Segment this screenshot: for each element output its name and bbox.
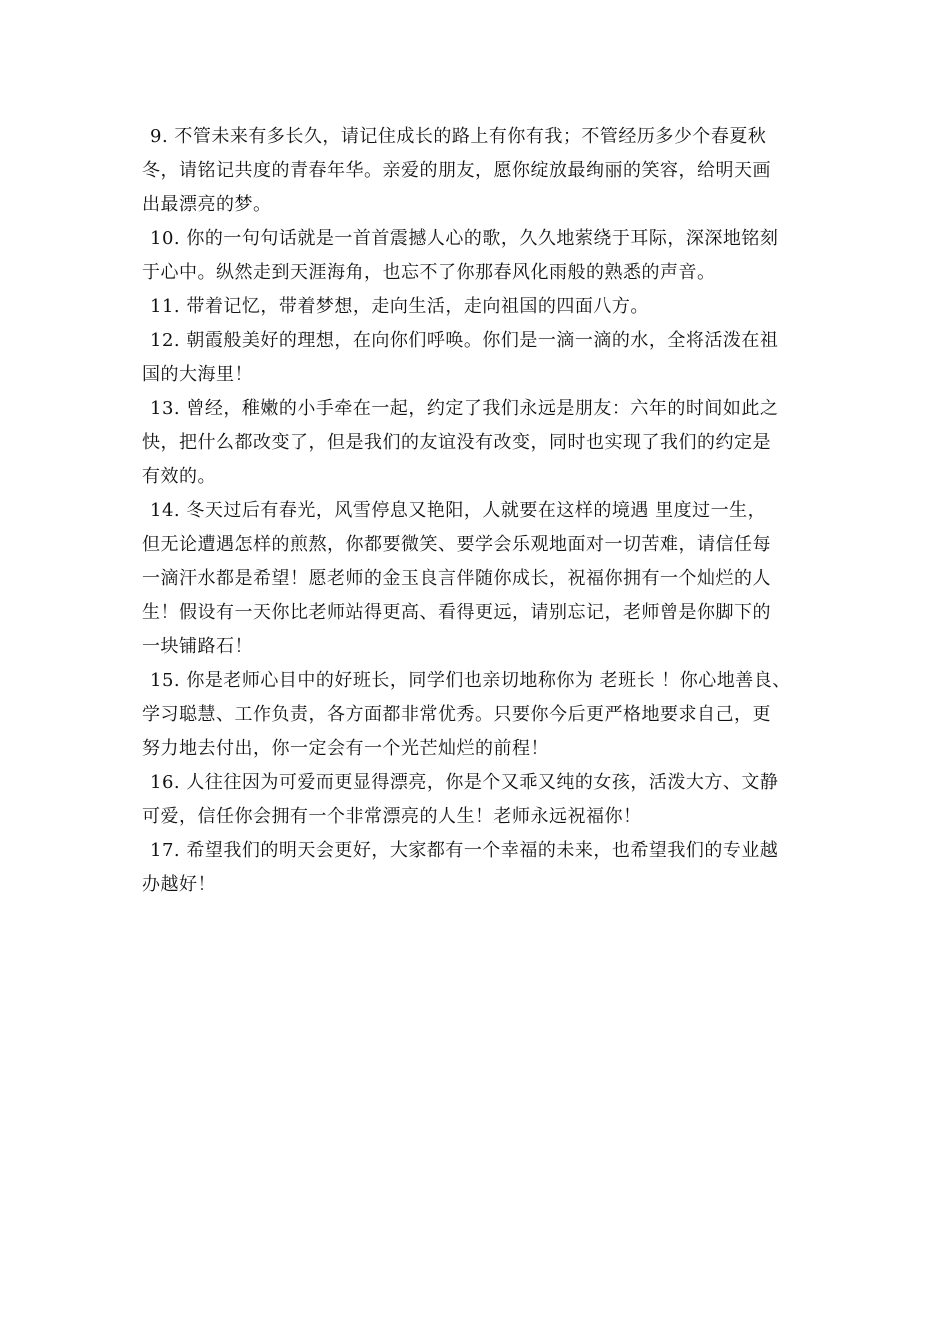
paragraph-line: 于心中。纵然走到天涯海角，也忘不了你那春风化雨般的熟悉的声音。 xyxy=(142,262,716,283)
paragraph-15 xyxy=(142,664,822,766)
paragraph-line: 生！假设有一天你比老师站得更高、看得更远，请别忘记，老师曾是你脚下的 xyxy=(142,602,771,623)
paragraph-17 xyxy=(142,834,822,902)
paragraph-line: 办越好！ xyxy=(142,874,216,895)
paragraph-line: 一滴汗水都是希望！愿老师的金玉良言伴随你成长，祝福你拥有一个灿烂的人 xyxy=(142,568,771,589)
paragraph-12 xyxy=(142,324,822,392)
paragraph-line: 努力地去付出，你一定会有一个光芒灿烂的前程！ xyxy=(142,738,549,759)
paragraph-10 xyxy=(142,222,822,290)
paragraph-line: 10. 你的一句句话就是一首首震撼人心的歌，久久地萦绕于耳际，深深地铭刻 xyxy=(150,228,779,249)
paragraph-line: 9. 不管未来有多长久，请记住成长的路上有你有我；不管经历多少个春夏秋 xyxy=(150,126,767,147)
paragraph-line: 快，把什么都改变了，但是我们的友谊没有改变，同时也实现了我们的约定是 xyxy=(142,432,771,453)
paragraph-11 xyxy=(142,290,822,324)
paragraph-line: 但无论遭遇怎样的煎熬，你都要微笑、要学会乐观地面对一切苦难，请信任每 xyxy=(142,534,771,555)
paragraph-16 xyxy=(142,766,822,834)
paragraph-13 xyxy=(142,392,822,494)
paragraph-line: 16. 人往往因为可爱而更显得漂亮，你是个又乖又纯的女孩，活泼大方、文静 xyxy=(150,772,779,793)
paragraph-line: 国的大海里！ xyxy=(142,364,253,385)
paragraph-line: 17. 希望我们的明天会更好，大家都有一个幸福的未来，也希望我们的专业越 xyxy=(150,840,779,861)
paragraph-line: 15. 你是老师心目中的好班长，同学们也亲切地称你为 老班长 ！你心地善良、 xyxy=(150,670,791,691)
paragraph-line: 12. 朝霞般美好的理想，在向你们呼唤。你们是一滴一滴的水，全将活泼在祖 xyxy=(150,330,779,351)
paragraph-line: 可爱，信任你会拥有一个非常漂亮的人生！老师永远祝福你！ xyxy=(142,806,642,827)
paragraph-line: 11. 带着记忆，带着梦想，走向生活，走向祖国的四面八方。 xyxy=(150,296,649,317)
paragraph-line: 冬，请铭记共度的青春年华。亲爱的朋友，愿你绽放最绚丽的笑容，给明天画 xyxy=(142,160,771,181)
paragraph-14 xyxy=(142,494,822,664)
document-body xyxy=(142,120,822,902)
paragraph-line: 出最漂亮的梦。 xyxy=(142,194,272,215)
paragraph-line: 13. 曾经，稚嫩的小手牵在一起，约定了我们永远是朋友：六年的时间如此之 xyxy=(150,398,779,419)
paragraph-line: 14. 冬天过后有春光，风雪停息又艳阳，人就要在这样的境遇 里度过一生， xyxy=(150,500,767,521)
paragraph-line: 有效的。 xyxy=(142,466,216,487)
paragraph-line: 学习聪慧、工作负责，各方面都非常优秀。只要你今后更严格地要求自己，更 xyxy=(142,704,771,725)
paragraph-line: 一块铺路石！ xyxy=(142,636,253,657)
paragraph-9 xyxy=(142,120,822,222)
